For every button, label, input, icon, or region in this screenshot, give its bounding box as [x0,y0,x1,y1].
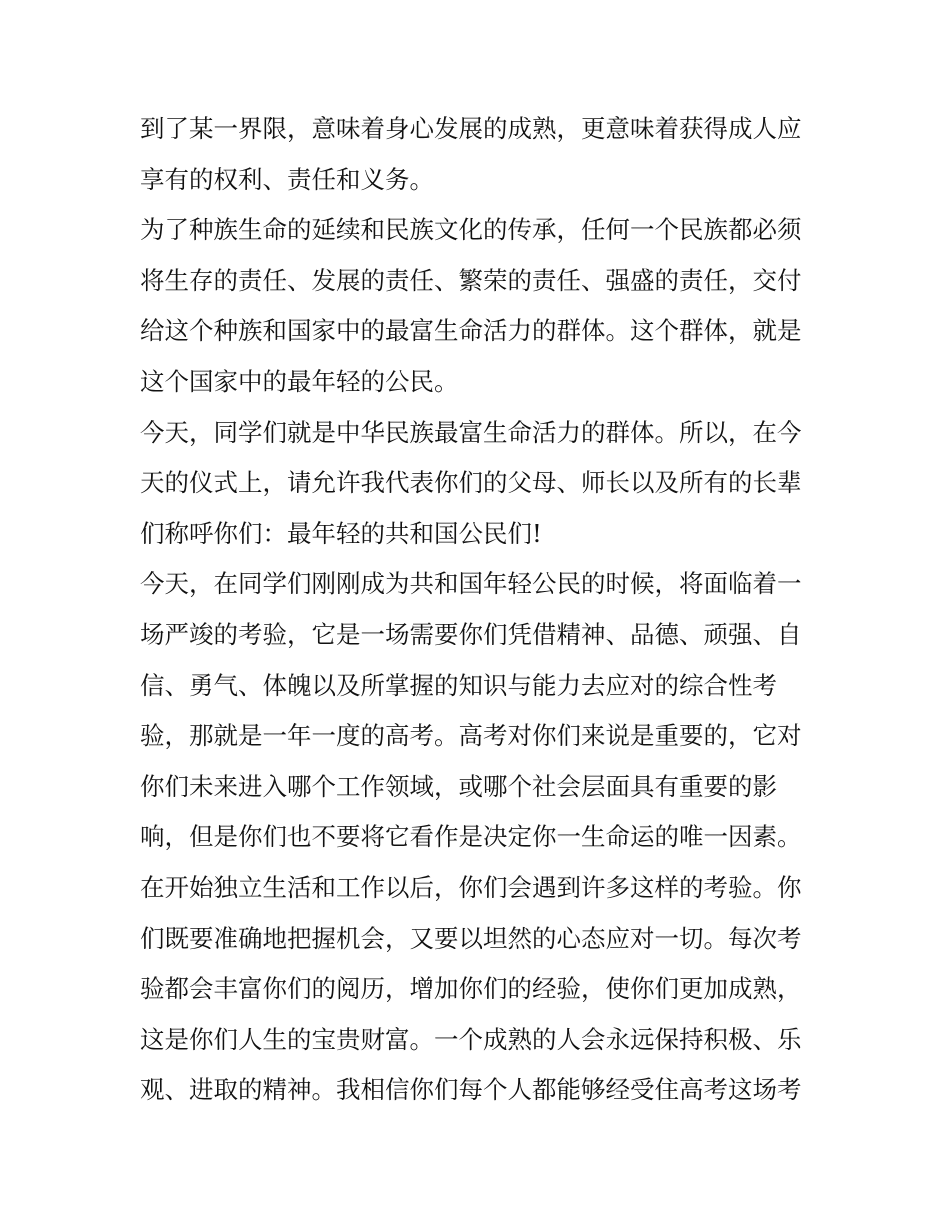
text-line-1: 到了某一界限，意味着身心发展的成熟，更意味着获得成人应 [140,114,802,143]
text-line-11: 场严竣的考验，它是一场需要你们凭借精神、品德、顽强、自 [140,619,802,649]
text-line-17: 们既要准确地把握机会，又要以坦然的心态应对一切。每次考 [140,923,802,953]
text-line-2: 享有的权利、责任和义务。 [140,164,434,194]
text-line-14: 你们未来进入哪个工作领域，或哪个社会层面具有重要的影 [140,771,777,801]
text-line-19: 这是你们人生的宝贵财富。一个成熟的人会永远保持积极、乐 [140,1024,802,1054]
text-line-7: 今天，同学们就是中华民族最富生命活力的群体。所以，在今 [140,417,802,447]
text-line-18: 验都会丰富你们的阅历，增加你们的经验，使你们更加成熟， [140,974,802,1004]
text-line-16: 在开始独立生活和工作以后，你们会遇到许多这样的考验。你 [140,872,802,902]
text-line-10: 今天，在同学们刚刚成为共和国年轻公民的时候，将面临着一 [140,569,802,599]
text-line-12: 信、勇气、体魄以及所掌握的知识与能力去应对的综合性考 [140,670,777,700]
text-line-9: 们称呼你们：最年轻的共和国公民们! [140,518,542,548]
text-line-4: 将生存的责任、发展的责任、繁荣的责任、强盛的责任，交付 [140,265,802,295]
text-line-8: 天的仪式上，请允许我代表你们的父母、师长以及所有的长辈 [140,468,802,498]
text-line-15: 响，但是你们也不要将它看作是决定你一生命运的唯一因素。 [140,822,802,852]
text-line-20: 观、进取的精神。我相信你们每个人都能够经受住高考这场考 [140,1075,802,1105]
text-line-3: 为了种族生命的延续和民族文化的传承，任何一个民族都必须 [140,215,802,245]
body-text [140,104,830,1116]
text-line-13: 验，那就是一年一度的高考。高考对你们来说是重要的，它对 [140,721,802,751]
text-line-6: 这个国家中的最年轻的公民。 [140,366,459,396]
text-line-5: 给这个种族和国家中的最富生命活力的群体。这个群体，就是 [140,316,802,346]
